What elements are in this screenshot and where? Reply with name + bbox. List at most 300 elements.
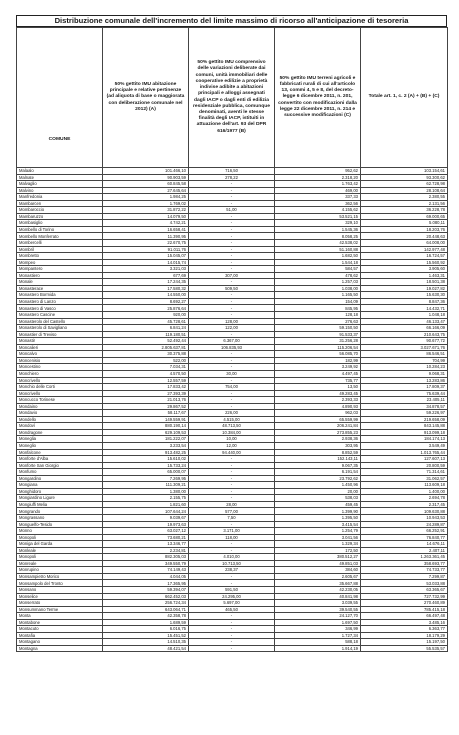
value-a-cell: 14.079,50	[103, 213, 189, 220]
value-c-cell: 4.890,93	[275, 403, 361, 410]
value-a-cell: 629.109,53	[103, 429, 189, 436]
value-a-cell: 15.733,24	[103, 462, 189, 469]
header-comune: COMUNE	[17, 28, 103, 168]
total-cell: 15.197,50	[361, 639, 448, 646]
value-b-cell: 122,00	[189, 325, 275, 332]
value-c-cell: 2.605,67	[275, 573, 361, 580]
comune-cell: Monrupino	[17, 567, 103, 574]
value-a-cell: 25.876,64	[103, 305, 189, 312]
value-a-cell: 4.742,21	[103, 220, 189, 227]
value-a-cell: 4.570,50	[103, 370, 189, 377]
comune-cell: Mombello Monferrato	[17, 233, 103, 240]
value-a-cell: 52.492,44	[103, 338, 189, 345]
value-c-cell: 49.283,45	[275, 390, 361, 397]
value-c-cell: 962,03	[275, 410, 361, 417]
header-col-b: 50% gettito IMU comprensivo delle variazioni deliberate dai comuni, unità immobiliari delle cooperative edilizie a proprietà indivise adibite a abitazioni principali e alloggi assegnati dagli IACP o dagli enti di edilizia residenziale pubblica, comunque denominati, aventi le stesse finalità degli IACP, istituiti in attuazione dell'art. 93 del DPR 616/1977 (B)	[189, 28, 275, 168]
value-a-cell: 15.451,52	[103, 632, 189, 639]
value-a-cell: 9.039,67	[103, 514, 189, 521]
value-a-cell: 59.394,07	[103, 587, 189, 594]
value-c-cell: 1.329,34	[275, 541, 361, 548]
value-c-cell: 845,95	[275, 305, 361, 312]
value-b-cell: 716,50	[189, 168, 275, 175]
total-cell: 86.546,51	[361, 351, 448, 358]
value-b-cell: -	[189, 298, 275, 305]
total-cell: 2.380,55	[361, 194, 448, 201]
total-cell: 1.013.765,44	[361, 449, 448, 456]
comune-cell: Monleale	[17, 547, 103, 554]
comune-cell: Moncalvo	[17, 351, 103, 358]
comune-cell: Monreale	[17, 560, 103, 567]
value-a-cell: 1.821,60	[103, 501, 189, 508]
value-a-cell: 22.670,75	[103, 240, 189, 247]
total-cell: 9.068,31	[361, 370, 448, 377]
total-cell: 142.977,48	[361, 246, 448, 253]
value-a-cell: 181.222,07	[103, 436, 189, 443]
value-c-cell: 53.521,15	[275, 213, 361, 220]
total-cell: 74.733,77	[361, 567, 448, 574]
total-cell: 843.145,88	[361, 423, 448, 430]
value-c-cell: 24.127,70	[275, 613, 361, 620]
value-c-cell: 206.241,84	[275, 423, 361, 430]
value-c-cell: 2.393,33	[275, 397, 361, 404]
value-a-cell: 17.580,32	[103, 285, 189, 292]
value-a-cell: 45.728,61	[103, 318, 189, 325]
value-c-cell: 952,62	[275, 168, 361, 175]
total-cell: 109.630,88	[361, 508, 448, 515]
value-a-cell: 882.305,03	[103, 554, 189, 561]
comune-cell: Montacuto	[17, 626, 103, 633]
total-cell: 14.676,11	[361, 541, 448, 548]
value-b-cell: -	[189, 541, 275, 548]
value-c-cell: 1.697,50	[275, 619, 361, 626]
comune-cell: Monastier di Treviso	[17, 331, 103, 338]
comune-cell: Mondragone	[17, 429, 103, 436]
total-cell: 358.693,77	[361, 560, 448, 567]
total-cell: 3.905,60	[361, 266, 448, 273]
value-c-cell: 735,77	[275, 377, 361, 384]
value-b-cell: 106.835,93	[189, 344, 275, 351]
total-cell: 913.099,18	[361, 429, 448, 436]
value-b-cell: -	[189, 469, 275, 476]
document-title: Distribuzione comunale dell'incremento del limite massimo di ricorso all'anticipazione di tesoreria	[16, 15, 447, 27]
value-b-cell: 48.713,50	[189, 423, 275, 430]
value-c-cell: 40.841,98	[275, 593, 361, 600]
value-b-cell: -	[189, 266, 275, 273]
value-c-cell: 91.533,37	[275, 331, 361, 338]
total-cell: 18.501,38	[361, 279, 448, 286]
total-cell: 76.840,77	[361, 534, 448, 541]
value-c-cell: 538,03	[275, 495, 361, 502]
value-c-cell: 384,60	[275, 567, 361, 574]
value-b-cell: 509,50	[189, 285, 275, 292]
value-b-cell: 226,00	[189, 410, 275, 417]
value-a-cell: 111.309,21	[103, 482, 189, 489]
value-a-cell: 58.117,67	[103, 410, 189, 417]
value-c-cell: 588,18	[275, 639, 361, 646]
comune-cell: Montagano	[17, 639, 103, 646]
value-a-cell: 2.234,81	[103, 547, 189, 554]
total-cell: 19.027,82	[361, 285, 448, 292]
value-b-cell: 465,50	[189, 606, 275, 613]
value-b-cell: -	[189, 547, 275, 554]
value-b-cell: -	[189, 482, 275, 489]
value-b-cell: -	[189, 331, 275, 338]
value-a-cell: 27.393,39	[103, 390, 189, 397]
value-c-cell: 380.512,27	[275, 554, 361, 561]
comune-cell: Mondello	[17, 416, 103, 423]
comune-cell: Monforte San Giorgio	[17, 462, 103, 469]
header-col-c: 50% gettito IMU terreni agricoli e fabbricati rurali di cui all'articolo 13, commi 4, 5 e 8, del decreto-legge 6 dicembre 2011, n. 201, convertito con modificazioni dalla legge 22 dicembre 2011, n. 214 e successive modificazioni (C)	[275, 28, 361, 168]
value-a-cell: 13.346,77	[103, 541, 189, 548]
value-a-cell: 14.015,74	[103, 259, 189, 266]
total-cell: 5.080,11	[361, 220, 448, 227]
total-cell: 2.694,78	[361, 495, 448, 502]
value-a-cell: 643.064,71	[103, 606, 189, 613]
value-c-cell: 1.038,00	[275, 285, 361, 292]
value-c-cell: 1.165,50	[275, 292, 361, 299]
comune-cell: Mombretto	[17, 253, 103, 260]
comune-cell: Mombril	[17, 246, 103, 253]
total-cell: 8.847,36	[361, 298, 448, 305]
value-a-cell: 91.011,76	[103, 246, 189, 253]
value-c-cell: 9.067,35	[275, 462, 361, 469]
value-b-cell: -	[189, 626, 275, 633]
comune-cell: Montagna	[17, 645, 103, 652]
value-b-cell: 307,00	[189, 272, 275, 279]
value-b-cell: -	[189, 351, 275, 358]
total-cell: 10.284,23	[361, 364, 448, 371]
value-a-cell: 256.724,34	[103, 600, 189, 607]
value-a-cell: 60.845,58	[103, 181, 189, 188]
comune-cell: Mongiana	[17, 482, 103, 489]
value-b-cell: -	[189, 632, 275, 639]
table-body	[17, 168, 448, 652]
value-c-cell: 182,99	[275, 357, 361, 364]
comune-cell: Monastero Cascine	[17, 312, 103, 319]
value-c-cell: 1.254,79	[275, 528, 361, 535]
value-a-cell: 1.984,25	[103, 194, 189, 201]
comune-cell: Moniga del Garda	[17, 541, 103, 548]
total-cell: 53.033,88	[361, 580, 448, 587]
value-a-cell: 48.421,54	[103, 645, 189, 652]
value-a-cell: 15.045,07	[103, 253, 189, 260]
value-c-cell: 42.230,05	[275, 587, 361, 594]
header-col-total: Totale art. 1, c. 2 (A) + (B) + (C)	[361, 28, 448, 168]
value-b-cell: -	[189, 240, 275, 247]
value-b-cell: -	[189, 488, 275, 495]
value-a-cell: 349.550,79	[103, 560, 189, 567]
comune-cell: Moncalieri	[17, 344, 103, 351]
header-col-a: 50% gettito IMU abitazione principale e relative pertinenze (ad aliquota di base o maggiorata con deliberazione comunale nel 2012) (A)	[103, 28, 189, 168]
value-c-cell: 1.450,96	[275, 482, 361, 489]
comune-cell: Montabone	[17, 619, 103, 626]
comune-cell: Monfumo	[17, 469, 103, 476]
total-cell: 14.432,71	[361, 305, 448, 312]
value-b-cell: 10.713,50	[189, 560, 275, 567]
value-b-cell: 94.440,00	[189, 449, 275, 456]
value-b-cell: -	[189, 377, 275, 384]
value-b-cell: 754,00	[189, 384, 275, 391]
value-c-cell: 1.763,42	[275, 181, 361, 188]
total-cell: 55.535,57	[361, 645, 448, 652]
comune-cell: Mondavio	[17, 410, 103, 417]
comune-cell: Mompantero	[17, 266, 103, 273]
comune-cell: Mombasiglio	[17, 220, 103, 227]
total-cell: 2.317,45	[361, 501, 448, 508]
total-cell: 18.179,29	[361, 632, 448, 639]
total-cell: 36.228,78	[361, 207, 448, 214]
value-a-cell: 14.510,35	[103, 639, 189, 646]
value-a-cell: 4.044,05	[103, 573, 189, 580]
value-c-cell: 1.545,36	[275, 226, 361, 233]
total-cell: 75.639,44	[361, 390, 448, 397]
value-a-cell: 90.903,59	[103, 174, 189, 181]
value-c-cell: 1.544,18	[275, 259, 361, 266]
value-c-cell: 4.497,45	[275, 370, 361, 377]
value-b-cell: 28,00	[189, 501, 275, 508]
comune-cell: Mambarcen	[17, 200, 103, 207]
value-a-cell: 7.269,95	[103, 475, 189, 482]
value-c-cell: 1.914,19	[275, 645, 361, 652]
total-cell: 34.878,57	[361, 403, 448, 410]
value-b-cell: -	[189, 187, 275, 194]
total-cell: 210.643,75	[361, 331, 448, 338]
total-cell: 28.108,64	[361, 187, 448, 194]
value-b-cell: 128,00	[189, 318, 275, 325]
value-b-cell: -	[189, 233, 275, 240]
total-cell: 31.062,57	[361, 475, 448, 482]
total-cell: 219.658,09	[361, 416, 448, 423]
total-cell: 93.300,62	[361, 174, 448, 181]
value-c-cell: 276,63	[275, 318, 361, 325]
value-b-cell: -	[189, 246, 275, 253]
value-a-cell: 17.244,35	[103, 279, 189, 286]
value-b-cell: 278,22	[189, 174, 275, 181]
value-b-cell: 6.367,00	[189, 338, 275, 345]
value-b-cell: -	[189, 259, 275, 266]
comune-cell: Moncucco Torinese	[17, 397, 103, 404]
value-b-cell: 238,37	[189, 567, 275, 574]
value-a-cell: 107.644,24	[103, 508, 189, 515]
value-a-cell: 17.365,95	[103, 580, 189, 587]
comune-cell: Mongardino	[17, 475, 103, 482]
comune-cell: Monselice	[17, 593, 103, 600]
value-a-cell: 8.692,27	[103, 298, 189, 305]
value-b-cell: -	[189, 279, 275, 286]
distribution-table	[16, 27, 448, 652]
value-c-cell: 51.160,88	[275, 246, 361, 253]
comune-cell: Malnate	[17, 174, 103, 181]
comune-cell: Mondaino	[17, 403, 103, 410]
comune-cell: Monsampietro Morico	[17, 573, 103, 580]
value-a-cell: 29.867,52	[103, 403, 189, 410]
value-c-cell: 273.855,23	[275, 429, 361, 436]
comune-cell: Monastero di Vasco	[17, 305, 103, 312]
value-a-cell: 30.375,88	[103, 351, 189, 358]
value-b-cell: 24.295,00	[189, 593, 275, 600]
total-cell: 184.174,13	[361, 436, 448, 443]
value-b-cell: -	[189, 364, 275, 371]
value-b-cell: 4.010,00	[189, 554, 275, 561]
value-a-cell: 880.190,14	[103, 423, 189, 430]
comune-cell: Monchiero	[17, 370, 103, 377]
value-b-cell: -	[189, 181, 275, 188]
comune-cell: Monsummano Terme	[17, 606, 103, 613]
value-c-cell: 3.249,92	[275, 364, 361, 371]
comune-cell: Monastir	[17, 338, 103, 345]
value-a-cell: 522,00	[103, 357, 189, 364]
comune-cell: Monasterace	[17, 285, 103, 292]
value-a-cell: 6.841,24	[103, 325, 189, 332]
value-c-cell: 128,18	[275, 312, 361, 319]
value-b-cell: -	[189, 619, 275, 626]
comune-cell: Moncrivello	[17, 390, 103, 397]
value-c-cell: 6.191,54	[275, 469, 361, 476]
comune-cell: Mongrando	[17, 508, 103, 515]
value-c-cell: 478,62	[275, 272, 361, 279]
value-c-cell: 3.041,56	[275, 534, 361, 541]
comune-cell: Monchio delle Corti	[17, 384, 103, 391]
comune-cell: Moneglia	[17, 436, 103, 443]
value-c-cell: 2.938,36	[275, 436, 361, 443]
comune-cell: Moncrivello	[17, 377, 103, 384]
comune-cell: Moneglio	[17, 442, 103, 449]
comune-cell: Monserrato	[17, 600, 103, 607]
total-cell: 64.008,00	[361, 240, 448, 247]
value-c-cell: 49.851,03	[275, 560, 361, 567]
value-c-cell: 42.538,02	[275, 240, 361, 247]
value-b-cell: 577,00	[189, 508, 275, 515]
total-cell: 15.560,92	[361, 259, 448, 266]
comune-cell: Monale	[17, 279, 103, 286]
comune-cell: Monsano	[17, 587, 103, 594]
table-header-row	[17, 28, 448, 168]
total-cell: 13.283,86	[361, 377, 448, 384]
value-c-cell: 59.150,50	[275, 325, 361, 332]
total-cell: 17.809,37	[361, 384, 448, 391]
total-cell: 727.732,99	[361, 593, 448, 600]
comune-cell: Mompeo	[17, 259, 103, 266]
value-b-cell: -	[189, 200, 275, 207]
value-a-cell: 11.390,95	[103, 233, 189, 240]
total-cell: 23.405,11	[361, 397, 448, 404]
value-a-cell: 31.872,22	[103, 207, 189, 214]
value-b-cell: -	[189, 639, 275, 646]
value-a-cell: 17.833,42	[103, 384, 189, 391]
comune-cell: Malvino	[17, 187, 103, 194]
value-c-cell: 1.727,34	[275, 632, 361, 639]
value-b-cell: -	[189, 403, 275, 410]
value-c-cell: 362,56	[275, 200, 361, 207]
value-c-cell: 2.318,20	[275, 174, 361, 181]
value-b-cell: -	[189, 220, 275, 227]
value-a-cell: 3.321,03	[103, 266, 189, 273]
comune-cell: Monasterolo di Savigliano	[17, 325, 103, 332]
value-c-cell: 337,33	[275, 194, 361, 201]
value-b-cell: -	[189, 456, 275, 463]
total-cell: 3.485,16	[361, 619, 448, 626]
comune-cell: Montafia	[17, 632, 103, 639]
value-a-cell: 21.013,76	[103, 397, 189, 404]
comune-cell: Mongrassano	[17, 514, 103, 521]
total-cell: 66.497,48	[361, 613, 448, 620]
total-cell: 59.226,97	[361, 410, 448, 417]
value-b-cell: -	[189, 253, 275, 260]
comune-cell: Moncestino	[17, 364, 103, 371]
value-b-cell: -	[189, 312, 275, 319]
comune-cell: Monopoli	[17, 534, 103, 541]
value-c-cell: 584,57	[275, 266, 361, 273]
comune-cell: Mombercelli	[17, 240, 103, 247]
total-cell: 24.289,87	[361, 521, 448, 528]
value-b-cell: 5.697,00	[189, 600, 275, 607]
comune-cell: Monasterolo del Castello	[17, 318, 103, 325]
value-c-cell: 329,10	[275, 220, 361, 227]
value-a-cell: 16.658,41	[103, 226, 189, 233]
comune-cell: Mombello di Torino	[17, 226, 103, 233]
comune-cell: Manfredonia	[17, 194, 103, 201]
value-b-cell: -	[189, 462, 275, 469]
comune-cell: Malvaglio	[17, 181, 103, 188]
value-a-cell: 65.000,07	[103, 469, 189, 476]
value-b-cell: -	[189, 613, 275, 620]
value-c-cell: 1.399,90	[275, 508, 361, 515]
total-cell: 62.728,98	[361, 181, 448, 188]
value-c-cell: 35.667,88	[275, 580, 361, 587]
comune-cell: Monforte d'Alba	[17, 456, 103, 463]
total-cell: 10.943,53	[361, 514, 448, 521]
total-cell: 785.415,18	[361, 606, 448, 613]
value-c-cell: 172,50	[275, 547, 361, 554]
comune-cell: Monopoli	[17, 554, 103, 561]
value-b-cell: -	[189, 390, 275, 397]
value-a-cell: 677,69	[103, 272, 189, 279]
value-b-cell: 10,00	[189, 436, 275, 443]
value-b-cell: 7,50	[189, 514, 275, 521]
value-b-cell: 4.515,00	[189, 416, 275, 423]
comune-cell: Monastero di Lanzo	[17, 298, 103, 305]
total-cell: 7.299,87	[361, 573, 448, 580]
value-a-cell: 920,00	[103, 312, 189, 319]
comune-cell: Moncenisio	[17, 357, 103, 364]
total-cell: 3.027.671,76	[361, 344, 448, 351]
value-c-cell: 8.852,59	[275, 449, 361, 456]
value-a-cell: 913.482,25	[103, 449, 189, 456]
comune-cell: Mombaroccio	[17, 207, 103, 214]
value-a-cell: 73.680,21	[103, 534, 189, 541]
total-cell: 704,99	[361, 357, 448, 364]
value-a-cell: 12.557,59	[103, 377, 189, 384]
value-a-cell: 119.180,51	[103, 331, 189, 338]
value-b-cell: -	[189, 573, 275, 580]
value-b-cell: 30,00	[189, 370, 275, 377]
value-c-cell: 303,95	[275, 442, 361, 449]
value-a-cell: 149.559,91	[103, 416, 189, 423]
value-c-cell: 8.058,25	[275, 233, 361, 240]
value-a-cell: 14.550,00	[103, 292, 189, 299]
value-b-cell: 10.384,00	[189, 429, 275, 436]
value-b-cell: -	[189, 645, 275, 652]
total-cell: 46.133,47	[361, 318, 448, 325]
comune-cell: Monta	[17, 613, 103, 620]
value-c-cell: 1.682,50	[275, 253, 361, 260]
value-a-cell: 3.233,54	[103, 442, 189, 449]
value-c-cell: 56.085,70	[275, 351, 361, 358]
table-row	[17, 645, 448, 652]
value-a-cell: 74.149,43	[103, 567, 189, 574]
total-cell: 1.048,18	[361, 312, 448, 319]
total-cell: 16.724,57	[361, 253, 448, 260]
